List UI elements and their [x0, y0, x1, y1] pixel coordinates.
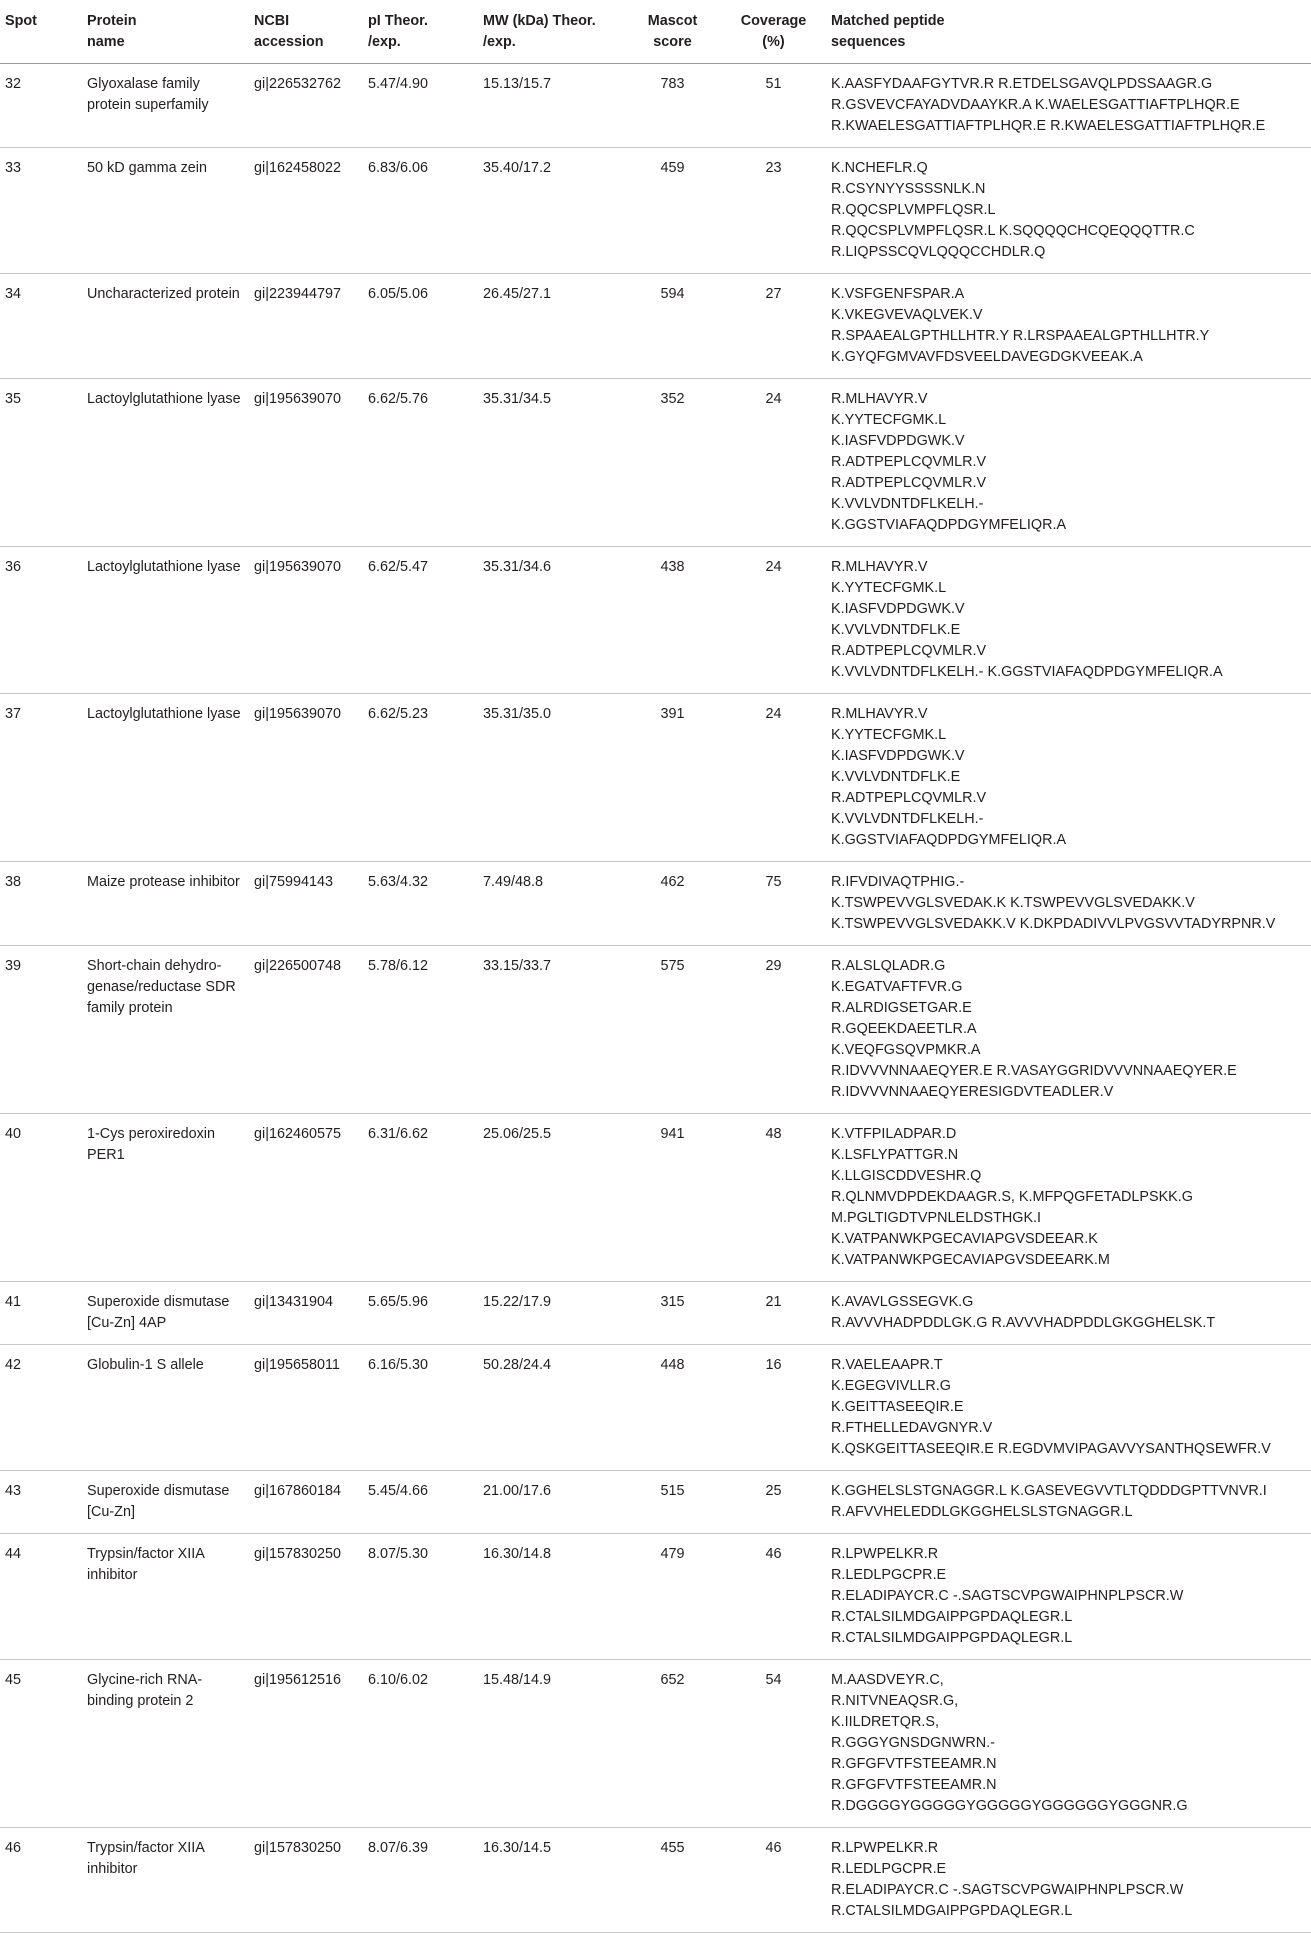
cell-coverage: 24	[722, 694, 825, 862]
peptide-line: R.QQCSPLVMPFLQSR.L K.SQQQQCHCQEQQQTTR.C	[831, 223, 1195, 239]
cell-protein-name: Short-chain dehydro-genase/reductase SDR family protein	[81, 946, 248, 1114]
table-row	[0, 547, 1311, 694]
peptide-line: K.GYQFGMVAVFDSVEELDAVEGDGKVEEAK.A	[831, 349, 1143, 365]
cell-mw: 15.48/14.9	[477, 1660, 623, 1828]
peptide-line: K.LLGISCDDVESHR.Q	[831, 1168, 982, 1184]
peptide-line: K.IASFVDPDGWK.V	[831, 748, 965, 764]
cell-mw: 7.49/48.8	[477, 862, 623, 946]
table-row	[0, 1471, 1311, 1534]
peptide-line: K.VVLVDNTDFLKELH.- K.GGSTVIAFAQDPDGYMFELIQR.A	[831, 664, 1223, 680]
cell-pi: 5.45/4.66	[362, 1471, 477, 1534]
cell-mw: 15.13/15.7	[477, 64, 623, 148]
peptide-line: R.ELADIPAYCR.C -.SAGTSCVPGWAIPHNPLPSCR.W	[831, 1882, 1184, 1898]
cell-spot: 38	[0, 862, 81, 946]
cell-spot: 43	[0, 1471, 81, 1534]
cell-protein-name: Superoxide dismutase [Cu-Zn] 4AP	[81, 1282, 248, 1345]
cell-ncbi-accession: gi|223944797	[248, 274, 362, 379]
peptide-line: M.PGLTIGDTVPNLELDSTHGK.I	[831, 1210, 1042, 1226]
cell-pi: 6.62/5.47	[362, 547, 477, 694]
peptide-line: K.VATPANWKPGECAVIAPGVSDEEAR.K	[831, 1231, 1098, 1247]
cell-mw: 21.00/17.6	[477, 1471, 623, 1534]
header-ncbi-accession: NCBI accession	[248, 0, 362, 64]
table-row	[0, 274, 1311, 379]
cell-protein-name: Globulin-1 S allele	[81, 1345, 248, 1471]
cell-spot: 39	[0, 946, 81, 1114]
cell-coverage: 23	[722, 148, 825, 274]
cell-coverage: 24	[722, 547, 825, 694]
cell-protein-name: Superoxide dismutase [Cu-Zn]	[81, 1471, 248, 1534]
peptide-line: R.AFVVHELEDDLGKGGHELSLSTGNAGGR.L	[831, 1504, 1133, 1520]
table-row	[0, 1114, 1311, 1282]
cell-protein-name: 50 kD gamma zein	[81, 148, 248, 274]
peptide-line: K.VVLVDNTDFLK.E	[831, 622, 961, 638]
peptide-line: R.LPWPELKR.R	[831, 1840, 939, 1856]
peptide-line: R.IDVVVNNAAEQYER.E R.VASAYGGRIDVVVNNAAEQYER.E	[831, 1063, 1237, 1079]
table-row	[0, 1828, 1311, 1933]
table-row	[0, 64, 1311, 148]
peptide-line: R.CTALSILMDGAIPPGPDAQLEGR.L	[831, 1609, 1073, 1625]
peptide-line: K.IASFVDPDGWK.V	[831, 433, 965, 449]
cell-protein-name: Maize protease inhibitor	[81, 862, 248, 946]
cell-matched-peptides	[825, 64, 1311, 148]
cell-matched-peptides	[825, 1282, 1311, 1345]
cell-matched-peptides	[825, 694, 1311, 862]
cell-pi: 8.07/5.30	[362, 1534, 477, 1660]
cell-coverage: 29	[722, 946, 825, 1114]
cell-mw: 35.40/17.2	[477, 148, 623, 274]
peptide-line: R.QQCSPLVMPFLQSR.L	[831, 202, 996, 218]
cell-spot: 33	[0, 148, 81, 274]
peptide-line: R.GGGYGNSDGNWRN.-	[831, 1735, 995, 1751]
cell-mascot-score: 438	[623, 547, 722, 694]
peptide-line: K.NCHEFLR.Q	[831, 160, 928, 176]
cell-ncbi-accession: gi|167860184	[248, 1471, 362, 1534]
peptide-line: R.GQEEKDAEETLR.A	[831, 1021, 977, 1037]
peptide-line: K.GGSTVIAFAQDPDGYMFELIQR.A	[831, 517, 1067, 533]
cell-mw: 33.15/33.7	[477, 946, 623, 1114]
cell-ncbi-accession: gi|157830250	[248, 1534, 362, 1660]
table-body	[0, 64, 1311, 1933]
cell-coverage: 24	[722, 379, 825, 547]
peptide-line: R.FTHELLEDAVGNYR.V	[831, 1420, 993, 1436]
peptide-line: K.EGATVAFTFVR.G	[831, 979, 963, 995]
cell-mascot-score: 462	[623, 862, 722, 946]
cell-pi: 6.62/5.23	[362, 694, 477, 862]
peptide-line: K.AVAVLGSSEGVK.G	[831, 1294, 974, 1310]
cell-spot: 41	[0, 1282, 81, 1345]
cell-ncbi-accession: gi|195612516	[248, 1660, 362, 1828]
cell-ncbi-accession: gi|157830250	[248, 1828, 362, 1933]
cell-spot: 37	[0, 694, 81, 862]
cell-protein-name: Lactoylglutathione lyase	[81, 379, 248, 547]
peptide-line: R.LEDLPGCPR.E	[831, 1861, 947, 1877]
table-row	[0, 148, 1311, 274]
cell-coverage: 16	[722, 1345, 825, 1471]
cell-pi: 6.10/6.02	[362, 1660, 477, 1828]
cell-ncbi-accession: gi|162460575	[248, 1114, 362, 1282]
table-row	[0, 1660, 1311, 1828]
peptide-line: R.VAELEAAPR.T	[831, 1357, 943, 1373]
cell-mw: 16.30/14.5	[477, 1828, 623, 1933]
header-pi: pI Theor. /exp.	[362, 0, 477, 64]
cell-protein-name: Lactoylglutathione lyase	[81, 694, 248, 862]
cell-coverage: 27	[722, 274, 825, 379]
peptide-line: R.LPWPELKR.R	[831, 1546, 939, 1562]
cell-ncbi-accession: gi|226532762	[248, 64, 362, 148]
peptide-line: R.SPAAEALGPTHLLHTR.Y R.LRSPAAEALGPTHLLHTR.Y	[831, 328, 1210, 344]
peptide-line: R.NITVNEAQSR.G,	[831, 1693, 959, 1709]
peptide-line: R.MLHAVYR.V	[831, 559, 928, 575]
cell-matched-peptides	[825, 1471, 1311, 1534]
header-protein-name: Protein name	[81, 0, 248, 64]
peptide-line: K.IASFVDPDGWK.V	[831, 601, 965, 617]
cell-ncbi-accession: gi|195639070	[248, 379, 362, 547]
peptide-line: K.VEQFGSQVPMKR.A	[831, 1042, 981, 1058]
cell-mw: 35.31/34.6	[477, 547, 623, 694]
peptide-line: R.ADTPEPLCQVMLR.V	[831, 475, 987, 491]
header-mascot-score: Mascot score	[623, 0, 722, 64]
peptide-line: R.ADTPEPLCQVMLR.V	[831, 454, 987, 470]
cell-mw: 35.31/35.0	[477, 694, 623, 862]
cell-coverage: 46	[722, 1828, 825, 1933]
peptide-line: K.LSFLYPATTGR.N	[831, 1147, 959, 1163]
cell-pi: 8.07/6.39	[362, 1828, 477, 1933]
cell-spot: 46	[0, 1828, 81, 1933]
cell-mascot-score: 352	[623, 379, 722, 547]
cell-pi: 6.83/6.06	[362, 148, 477, 274]
cell-protein-name: Glyoxalase family protein superfamily	[81, 64, 248, 148]
peptide-line: R.CSYNYYSSSSNLK.N	[831, 181, 986, 197]
peptide-line: K.EGEGVIVLLR.G	[831, 1378, 951, 1394]
peptide-line: R.LIQPSSCQVLQQQCCHDLR.Q	[831, 244, 1046, 260]
cell-protein-name: Glycine-rich RNA-binding protein 2	[81, 1660, 248, 1828]
cell-coverage: 48	[722, 1114, 825, 1282]
cell-matched-peptides	[825, 862, 1311, 946]
cell-matched-peptides	[825, 379, 1311, 547]
cell-pi: 6.31/6.62	[362, 1114, 477, 1282]
peptide-line: R.ELADIPAYCR.C -.SAGTSCVPGWAIPHNPLPSCR.W	[831, 1588, 1184, 1604]
cell-spot: 32	[0, 64, 81, 148]
peptide-line: K.GGSTVIAFAQDPDGYMFELIQR.A	[831, 832, 1067, 848]
table-row	[0, 379, 1311, 547]
cell-spot: 35	[0, 379, 81, 547]
cell-matched-peptides	[825, 547, 1311, 694]
cell-mw: 50.28/24.4	[477, 1345, 623, 1471]
cell-mascot-score: 594	[623, 274, 722, 379]
cell-matched-peptides	[825, 946, 1311, 1114]
cell-mascot-score: 515	[623, 1471, 722, 1534]
cell-spot: 45	[0, 1660, 81, 1828]
cell-coverage: 46	[722, 1534, 825, 1660]
peptide-line: K.TSWPEVVGLSVEDAKK.V K.DKPDADIVVLPVGSVVTADYRPNR.V	[831, 916, 1276, 932]
peptide-line: R.CTALSILMDGAIPPGPDAQLEGR.L	[831, 1630, 1073, 1646]
cell-mascot-score: 459	[623, 148, 722, 274]
cell-coverage: 25	[722, 1471, 825, 1534]
peptide-line: K.VKEGVEVAQLVEK.V	[831, 307, 983, 323]
header-coverage: Coverage (%)	[722, 0, 825, 64]
cell-pi: 6.05/5.06	[362, 274, 477, 379]
peptide-line: K.VTFPILADPAR.D	[831, 1126, 957, 1142]
cell-spot: 44	[0, 1534, 81, 1660]
peptide-line: R.MLHAVYR.V	[831, 706, 928, 722]
header-spot: Spot	[0, 0, 81, 64]
peptide-line: K.GEITTASEEQIR.E	[831, 1399, 964, 1415]
cell-coverage: 21	[722, 1282, 825, 1345]
cell-mw: 16.30/14.8	[477, 1534, 623, 1660]
cell-pi: 5.78/6.12	[362, 946, 477, 1114]
cell-ncbi-accession: gi|195639070	[248, 547, 362, 694]
cell-ncbi-accession: gi|195639070	[248, 694, 362, 862]
peptide-line: K.VATPANWKPGECAVIAPGVSDEEARK.M	[831, 1252, 1110, 1268]
table-row	[0, 1345, 1311, 1471]
cell-mascot-score: 455	[623, 1828, 722, 1933]
header-matched-peptides: Matched peptide sequences	[825, 0, 1311, 64]
cell-ncbi-accession: gi|195658011	[248, 1345, 362, 1471]
cell-ncbi-accession: gi|75994143	[248, 862, 362, 946]
peptide-line: R.GFGFVTFSTEEAMR.N	[831, 1777, 997, 1793]
cell-ncbi-accession: gi|13431904	[248, 1282, 362, 1345]
cell-mascot-score: 652	[623, 1660, 722, 1828]
cell-mw: 26.45/27.1	[477, 274, 623, 379]
peptide-line: K.VVLVDNTDFLK.E	[831, 769, 961, 785]
cell-mascot-score: 783	[623, 64, 722, 148]
cell-matched-peptides	[825, 274, 1311, 379]
cell-mascot-score: 315	[623, 1282, 722, 1345]
peptide-line: R.AVVVHADPDDLGK.G R.AVVVHADPDDLGKGGHELSK.T	[831, 1315, 1216, 1331]
peptide-line: R.KWAELESGATTIAFTPLHQR.E R.KWAELESGATTIAFTPLHQR.E	[831, 118, 1266, 134]
peptide-line: R.GSVEVCFAYADVDAAYKR.A K.WAELESGATTIAFTPLHQR.E	[831, 97, 1240, 113]
peptide-line: K.YYTECFGMK.L	[831, 727, 947, 743]
cell-mascot-score: 448	[623, 1345, 722, 1471]
cell-matched-peptides	[825, 1660, 1311, 1828]
cell-spot: 40	[0, 1114, 81, 1282]
peptide-line: M.AASDVEYR.C,	[831, 1672, 944, 1688]
cell-mascot-score: 479	[623, 1534, 722, 1660]
table-row	[0, 694, 1311, 862]
cell-spot: 34	[0, 274, 81, 379]
peptide-line: R.MLHAVYR.V	[831, 391, 928, 407]
cell-matched-peptides	[825, 1828, 1311, 1933]
peptide-line: R.IDVVVNNAAEQYERESIGDVTEADLER.V	[831, 1084, 1114, 1100]
peptide-line: K.YYTECFGMK.L	[831, 580, 947, 596]
cell-protein-name: Lactoylglutathione lyase	[81, 547, 248, 694]
cell-mw: 15.22/17.9	[477, 1282, 623, 1345]
peptide-line: K.QSKGEITTASEEQIR.E R.EGDVMVIPAGAVVYSANTHQSEWFR.V	[831, 1441, 1271, 1457]
cell-mascot-score: 575	[623, 946, 722, 1114]
peptide-line: R.ALSLQLADR.G	[831, 958, 946, 974]
peptide-line: R.QLNMVDPDEKDAAGR.S, K.MFPQGFETADLPSKK.G	[831, 1189, 1193, 1205]
cell-mw: 35.31/34.5	[477, 379, 623, 547]
peptide-line: K.IILDRETQR.S,	[831, 1714, 939, 1730]
table-row	[0, 1534, 1311, 1660]
cell-mascot-score: 391	[623, 694, 722, 862]
table-row	[0, 862, 1311, 946]
cell-coverage: 54	[722, 1660, 825, 1828]
cell-pi: 5.47/4.90	[362, 64, 477, 148]
peptide-line: R.ADTPEPLCQVMLR.V	[831, 643, 987, 659]
cell-mascot-score: 941	[623, 1114, 722, 1282]
cell-pi: 6.62/5.76	[362, 379, 477, 547]
table-header-row	[0, 0, 1311, 64]
peptide-line: R.ADTPEPLCQVMLR.V	[831, 790, 987, 806]
cell-protein-name: Uncharacterized protein	[81, 274, 248, 379]
peptide-line: R.IFVDIVAQTPHIG.-	[831, 874, 965, 890]
cell-protein-name: Trypsin/factor XIIA inhibitor	[81, 1534, 248, 1660]
cell-protein-name: Trypsin/factor XIIA inhibitor	[81, 1828, 248, 1933]
header-mw: MW (kDa) Theor. /exp.	[477, 0, 623, 64]
cell-protein-name: 1-Cys peroxiredoxin PER1	[81, 1114, 248, 1282]
peptide-line: K.VSFGENFSPAR.A	[831, 286, 965, 302]
cell-coverage: 51	[722, 64, 825, 148]
table-row	[0, 946, 1311, 1114]
peptide-line: K.VVLVDNTDFLKELH.-	[831, 496, 984, 512]
peptide-line: K.TSWPEVVGLSVEDAK.K K.TSWPEVVGLSVEDAKK.V	[831, 895, 1195, 911]
cell-mw: 25.06/25.5	[477, 1114, 623, 1282]
cell-matched-peptides	[825, 148, 1311, 274]
peptide-line: R.DGGGGYGGGGGYGGGGGYGGGGGGYGGGNR.G	[831, 1798, 1188, 1814]
peptide-line: K.VVLVDNTDFLKELH.-	[831, 811, 984, 827]
peptide-line: R.LEDLPGCPR.E	[831, 1567, 947, 1583]
cell-matched-peptides	[825, 1345, 1311, 1471]
cell-matched-peptides	[825, 1534, 1311, 1660]
peptide-line: K.GGHELSLSTGNAGGR.L K.GASEVEGVVTLTQDDDGPTTVNVR.I	[831, 1483, 1267, 1499]
peptide-line: R.ALRDIGSETGAR.E	[831, 1000, 972, 1016]
cell-pi: 6.16/5.30	[362, 1345, 477, 1471]
cell-coverage: 75	[722, 862, 825, 946]
peptide-line: R.GFGFVTFSTEEAMR.N	[831, 1756, 997, 1772]
cell-pi: 5.63/4.32	[362, 862, 477, 946]
peptide-line: R.CTALSILMDGAIPPGPDAQLEGR.L	[831, 1903, 1073, 1919]
cell-ncbi-accession: gi|226500748	[248, 946, 362, 1114]
cell-pi: 5.65/5.96	[362, 1282, 477, 1345]
cell-matched-peptides	[825, 1114, 1311, 1282]
cell-spot: 42	[0, 1345, 81, 1471]
peptide-line: K.AASFYDAAFGYTVR.R R.ETDELSGAVQLPDSSAAGR.G	[831, 76, 1213, 92]
peptide-line: K.YYTECFGMK.L	[831, 412, 947, 428]
cell-ncbi-accession: gi|162458022	[248, 148, 362, 274]
table-row	[0, 1282, 1311, 1345]
cell-spot: 36	[0, 547, 81, 694]
